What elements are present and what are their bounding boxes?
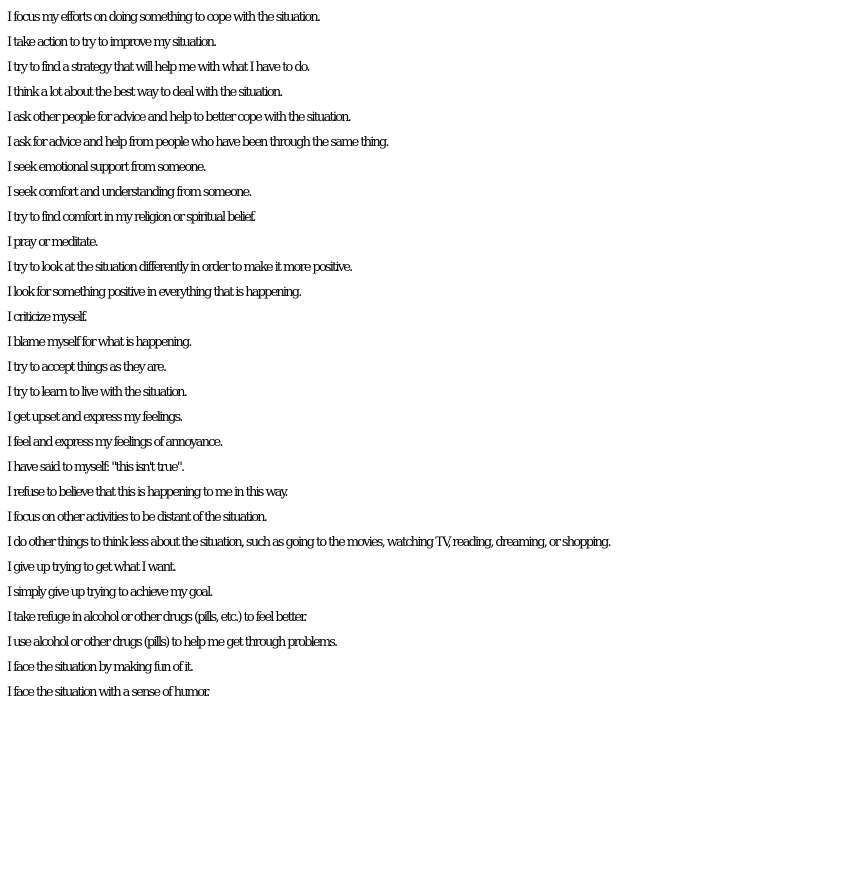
statement-item: I take refuge in alcohol or other drugs (pills, etc.) to feel better. [7, 610, 306, 625]
statement-item: I think a lot about the best way to deal with the situation. [7, 85, 282, 100]
statement-item: I take action to try to improve my situation. [7, 35, 216, 50]
statement-item: I get upset and express my feelings. [7, 410, 182, 425]
statement-item: I try to learn to live with the situation. [7, 385, 186, 400]
statement-item: I criticize myself. [7, 310, 86, 325]
statement-item: I feel and express my feelings of annoyance. [7, 435, 222, 450]
document-page [7, 5, 857, 705]
statement-item: I refuse to believe that this is happening to me in this way. [7, 485, 287, 500]
statement-item: I seek comfort and understanding from someone. [7, 185, 251, 200]
statement-item: I try to accept things as they are. [7, 360, 166, 375]
statement-item: I focus on other activities to be distant of the situation. [7, 510, 267, 525]
statement-item: I ask for advice and help from people who have been through the same thing. [7, 135, 388, 150]
statement-item: I focus my efforts on doing something to cope with the situation. [7, 10, 320, 25]
statement-item: I pray or meditate. [7, 235, 98, 250]
statement-item: I try to find a strategy that will help me with what I have to do. [7, 60, 309, 75]
statement-item: I face the situation with a sense of humor. [7, 685, 209, 700]
statement-item: I simply give up trying to achieve my goal. [7, 585, 212, 600]
statement-item: I try to find comfort in my religion or spiritual belief. [7, 210, 255, 225]
statement-item: I look for something positive in everything that is happening. [7, 285, 301, 300]
statement-item: I have said to myself: "this isn't true". [7, 460, 184, 475]
statement-item: I do other things to think less about the situation, such as going to the movies, watching TV, reading, dreaming, or shopping. [7, 535, 610, 550]
statement-item: I use alcohol or other drugs (pills) to help me get through problems. [7, 635, 337, 650]
statement-item: I give up trying to get what I want. [7, 560, 175, 575]
statement-item: I blame myself for what is happening. [7, 335, 191, 350]
statement-item: I seek emotional support from someone. [7, 160, 205, 175]
statement-item: I face the situation by making fun of it. [7, 660, 193, 675]
statement-list [7, 5, 857, 705]
statement-item: I try to look at the situation differently in order to make it more positive. [7, 260, 352, 275]
statement-item: I ask other people for advice and help to better cope with the situation. [7, 110, 350, 125]
